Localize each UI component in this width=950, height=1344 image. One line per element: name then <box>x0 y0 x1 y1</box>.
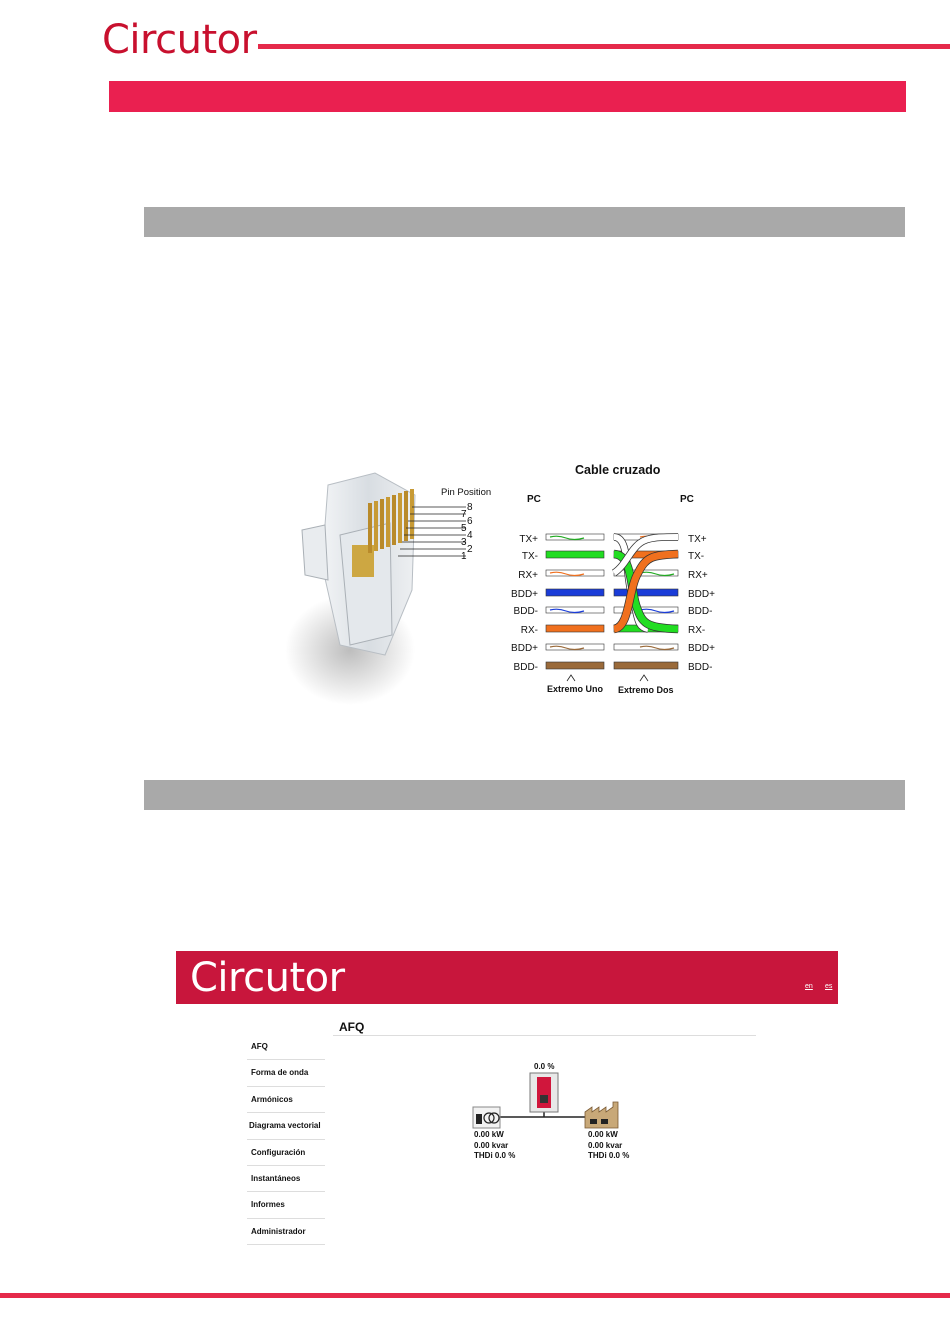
grid-values <box>474 1130 515 1162</box>
grid-reactive-power: 0.00 kvar <box>474 1140 509 1150</box>
left-pc-label: PC <box>527 494 541 505</box>
wire-blue-right <box>614 589 678 596</box>
filter-device-icon <box>530 1073 558 1112</box>
nav-item-administrador[interactable]: Administrador <box>247 1219 325 1245</box>
pin-label: 6 <box>467 516 473 527</box>
footer-rule <box>0 1293 950 1298</box>
wire-brown-left <box>546 662 604 669</box>
pin-label: 4 <box>467 530 473 541</box>
load-active-power: 0.00 kW <box>588 1130 618 1139</box>
left-pin-label: RX+ <box>518 570 538 581</box>
nav-item-instantaneos[interactable]: Instantáneos <box>247 1166 325 1192</box>
nav-item-diagrama-vectorial[interactable]: Diagrama vectorial <box>247 1113 325 1139</box>
right-pin-label: RX+ <box>688 570 708 581</box>
nav-item-afq[interactable]: AFQ <box>247 1034 325 1060</box>
pin-label: 7 <box>461 509 467 520</box>
left-pin-label: BDD- <box>513 606 538 617</box>
right-pin-label: BDD- <box>688 606 713 617</box>
title-rule <box>333 1035 756 1036</box>
nav-item-informes[interactable]: Informes <box>247 1192 325 1218</box>
load-reactive-power: 0.00 kvar <box>588 1140 623 1150</box>
nav-item-armonicos[interactable]: Armónicos <box>247 1087 325 1113</box>
grid-thdi: THDi 0.0 % <box>474 1151 516 1160</box>
wire-blue-left <box>546 589 604 596</box>
subsection-bar-2 <box>144 780 905 810</box>
sidebar-nav <box>247 1034 325 1245</box>
right-pin-label: TX+ <box>688 534 707 545</box>
lang-es-link[interactable]: es <box>825 983 833 990</box>
pin-label: 2 <box>467 544 473 555</box>
pin-label: 3 <box>461 537 467 548</box>
left-pin-label: TX+ <box>519 534 538 545</box>
device-percent: 0.0 % <box>534 1062 555 1071</box>
wire-brown-right <box>614 662 678 669</box>
lang-en-link[interactable]: en <box>805 983 813 990</box>
left-pin-label: TX- <box>521 551 538 562</box>
wire-green-left <box>546 551 604 558</box>
right-pin-label: RX- <box>688 625 706 636</box>
pin-label: 5 <box>461 523 467 534</box>
load-thdi: THDi 0.0 % <box>588 1151 630 1160</box>
nav-item-forma-de-onda[interactable]: Forma de onda <box>247 1060 325 1086</box>
right-pin-label: BDD+ <box>688 643 715 654</box>
right-pin-label: TX- <box>688 551 705 562</box>
nav-item-configuracion[interactable]: Configuración <box>247 1140 325 1166</box>
left-pin-label: RX- <box>520 625 538 636</box>
grid-active-power: 0.00 kW <box>474 1130 504 1139</box>
pin-position-label: Pin Position <box>441 487 492 498</box>
left-pin-label: BDD+ <box>511 643 538 654</box>
right-pc-label: PC <box>680 494 694 505</box>
end-one-label: Extremo Uno <box>547 684 604 694</box>
grid-source-icon <box>473 1107 500 1128</box>
right-pin-label: BDD- <box>688 662 713 673</box>
factory-load-icon <box>585 1102 618 1128</box>
page-title: AFQ <box>339 1020 365 1034</box>
crossover-title: Cable cruzado <box>575 463 661 477</box>
left-pin-label: BDD- <box>513 662 538 673</box>
pin-label: 8 <box>467 502 473 513</box>
cable-figure <box>280 455 740 710</box>
section-banner <box>109 81 906 112</box>
subsection-bar-1 <box>144 207 905 237</box>
wire-orange-left <box>546 625 604 632</box>
afq-diagram <box>470 1070 630 1130</box>
pin-label: 1 <box>461 551 467 562</box>
circutor-logo: Circutor <box>102 17 257 63</box>
crossover-diagram <box>511 463 715 695</box>
left-pin-label: BDD+ <box>511 589 538 600</box>
header-rule <box>258 44 950 49</box>
load-values <box>588 1130 629 1162</box>
end-two-label: Extremo Dos <box>618 685 674 695</box>
web-ui-logo: Circutor <box>190 955 345 1001</box>
rj45-connector-image <box>285 473 491 705</box>
right-pin-label: BDD+ <box>688 589 715 600</box>
